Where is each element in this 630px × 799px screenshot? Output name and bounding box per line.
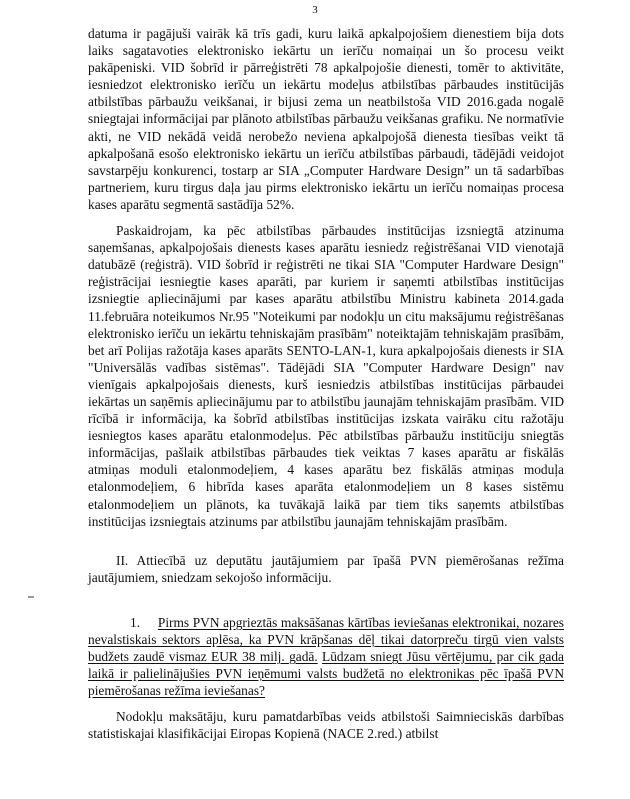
section-heading: II. Attiecībā uz deputātu jautājumiem par īpašā PVN piemērošanas režīma jautājumiem, sniedzam sekojošo informāciju. <box>88 552 564 585</box>
question-text: Pirms PVN apgrieztās maksāšanas kārtības ieviešanas elektronikai, nozares nevalstiskais sektors aplēsa, ka PVN krāpšanas dēļ tikai datorpreču tirgū vien valsts budžets zaudē vismaz EUR 38 milj. gadā. <box>88 614 564 665</box>
page-number: 3 <box>312 4 318 16</box>
paragraph-1: datuma ir pagājuši vairāk kā trīs gadi, kuru laikā apkalpojošiem dienestiem bija dots laiks sagatavoties elektronisko iekārtu un ierīču nomaiņai un šo procesu veikt pakāpeniski. VID šobrīd ir pārreģistrēti 78 apkalpojošie dienesti, tomēr to aktivitāte, iesniedzot elektronisko ierīču un iekārtu modeļus atbilstības pārbaudes institūcijās atbilstības pārbaužu veikšanai, ir bijusi zema un neatbilstoša VID 2016.gada nogalē sniegtajai informācijai par plānoto atbilstības pārbaužu veikšanas grafiku. Ne normatīvie akti, ne VID nekādā veidā nerobežo neviena apkalpojošā dienesta tiesības veikt tā apkalpošanā esošo elektronisko iekārtu un ierīču atbilstības pārbaudi, tādējādi veidojot savstarpēju konkurenci, tostarp ar SIA „Computer Hardware Design” un tā sadarbības partneriem, kuru tirgus daļa jau pirms elektronisko iekārtu un ierīču nomaiņas procesa kases aparātu segmentā sastādīja 52%. <box>88 26 564 212</box>
question-1 <box>88 614 564 699</box>
margin-mark <box>28 596 34 598</box>
paragraph-3: Nodokļu maksātāju, kuru pamatdarbības veids atbilstoši Saimnieciskās darbības statistiskajai klasifikācijai Eiropas Kopienā (NACE 2.red.) atbilst <box>88 709 564 742</box>
paragraph-2: Paskaidrojam, ka pēc atbilstības pārbaudes institūcijas izsniegtā atzinuma saņemšanas, apkalpojošais dienests kases aparātu iesniedz reģistrēšanai VID vienotajā datubāzē (reģistrā). VID šobrīd ir reģistrēti ne tikai SIA "Computer Hardware Design" reģistrācijai iesniegtie kases aparāti, par kuriem ir saņemti atbilstības institūcijas izsniegtie apliecinājumi par kases aparātu atbilstību Ministru kabineta 2014.gada 11.februāra noteikumos Nr.95 "Noteikumi par nodokļu un citu maksājumu reģistrēšanas elektronisko ierīču un iekārtu tehniskajām prasībām" noteiktajām tehniskajām prasībām, bet arī Polijas ražotāja kases aparāts SENTO-LAN-1, kura apkalpojošais dienests ir SIA "Universālās vadības sistēmas". Tādējādi SIA "Computer Hardware Design" nav vienīgais apkalpojošais dienests, kurš iesniedzis atbilstības institūcijas pārbaudei iekārtas un saņēmis apliecinājumu par to atbilstību jaunajām tehniskajām prasībām. VID rīcībā ir informācija, ka šobrīd atbilstības institūcijas izskata vairāku citu ražotāju iesniegtos kases aparātu etalonmodeļus. Pēc atbilstības pārbaužu institūciju sniegtās informācijas, pašlaik atbilstības pārbaudes tiek veiktas 7 kases aparātu ar fiskālās atmiņas moduli etalonmodeļiem, 4 kases aparātu bez fiskālās atmiņas moduļa etalonmodeļiem, 6 hibrīda kases aparāta etalonmodeļiem un 8 kases sistēmu etalonmodeļiem un plānots, ka tuvākajā laikā par tiem tiks saņemts atbilstības institūcijas izsniegtais atzinums par atbilstību jaunajām tehniskajām prasībām. <box>88 223 564 529</box>
question-request: Lūdzam sniegt Jūsu vērtējumu, par cik gada laikā ir palielinājušies PVN ieņēmumi valsts budžetā no elektronikas pēc īpašā PVN piemērošanas režīma ieviešanas? <box>88 649 564 699</box>
question-number: 1. <box>130 614 141 630</box>
document-body <box>88 25 564 743</box>
